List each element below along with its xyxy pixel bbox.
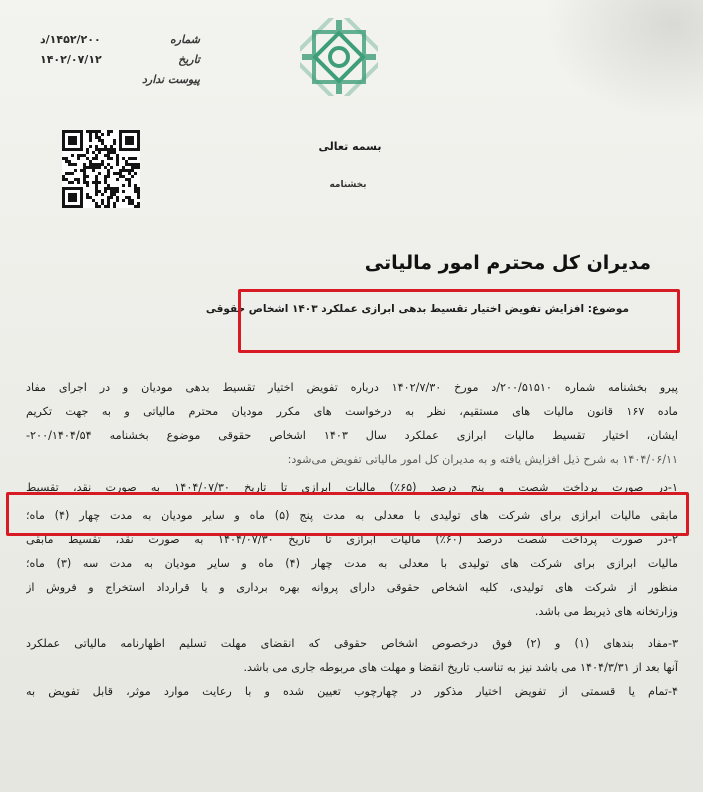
qr-module [107,172,110,175]
qr-module [62,178,65,181]
qr-module [137,166,140,169]
qr-module [65,178,68,181]
qr-module [116,196,119,199]
qr-module [89,145,92,148]
qr-module [86,193,89,196]
qr-module [116,178,119,181]
qr-module [107,130,110,133]
qr-code [62,130,140,208]
clause-3-line-2: آنها بعد از ۱۴۰۴/۳/۳۱ می باشد نیز به تناسب تاریخ انقضا و مهلت های مربوطه جاری می باشد. [243,661,678,674]
qr-module [128,196,131,199]
intro-line: ایشان، اختیار تقسیط مالیات ابرازی عملکرد سال ۱۴۰۳ اشخاص حقوقی موضوع بخشنامه ۲۰۰/۱۴۰۴/۵۴- [26,429,678,442]
qr-module [83,175,86,178]
qr-module [71,172,74,175]
circular-label: بخشنامه [329,180,367,190]
qr-module [89,130,92,133]
clause-1-line-2: مابقی مالیات ابرازی برای شرکت های تولیدی با معدلی به مدت پنج (۵) ماه و سایر مودیان به مدت چهار (۴) ماه؛ [26,509,678,522]
qr-module [128,202,131,205]
qr-module [104,154,107,157]
qr-module [101,193,104,196]
qr-module [110,166,113,169]
qr-module [92,199,95,202]
qr-module [116,163,119,166]
qr-module [116,199,119,202]
qr-module [83,154,86,157]
number-row [40,30,200,50]
qr-module [104,175,107,178]
qr-module [128,181,131,184]
qr-module [113,190,116,193]
qr-module [104,190,107,193]
qr-module [68,160,71,163]
qr-module [107,187,110,190]
qr-module [77,157,80,160]
qr-module [77,154,80,157]
qr-module [95,148,98,151]
qr-module [134,205,137,208]
qr-module [107,163,110,166]
qr-module [101,139,104,142]
qr-module [62,157,65,160]
qr-module [71,181,74,184]
qr-module [107,151,110,154]
scan-smudge [543,0,703,120]
qr-module [104,145,107,148]
qr-module [131,163,134,166]
qr-module [134,184,137,187]
number-value: ۱۴۵۲/۲۰۰/د [40,33,101,46]
qr-module [95,157,98,160]
qr-module [137,196,140,199]
qr-finder [68,193,77,202]
qr-module [89,133,92,136]
intro-line: ماده ۱۶۷ قانون مالیات های مستقیم، نظر به درخواست های مکرر مودیان محترم مالیاتی و به جهت تکریم [26,405,678,418]
qr-module [77,181,80,184]
qr-module [98,136,101,139]
qr-module [128,172,131,175]
qr-module [95,202,98,205]
qr-module [125,163,128,166]
qr-finder [125,136,134,145]
qr-finder [68,136,77,145]
qr-module [95,166,98,169]
qr-module [113,193,116,196]
qr-module [110,145,113,148]
attachment-label: پیوست ندارد [141,73,200,86]
qr-module [107,157,110,160]
qr-module [122,190,125,193]
qr-module [83,169,86,172]
qr-module [131,199,134,202]
qr-module [89,163,92,166]
qr-module [134,166,137,169]
qr-module [107,169,110,172]
qr-module [119,169,122,172]
qr-module [122,184,125,187]
clause-3-line-1: ۳-مفاد بندهای (۱) و (۲) فوق درخصوص اشخاص حقوقی که انقضای مهلت تسلیم اظهارنامه مالیاتی عملکرد [26,637,678,650]
qr-module [131,202,134,205]
qr-module [95,181,98,184]
qr-module [95,184,98,187]
qr-module [92,130,95,133]
qr-module [122,169,125,172]
qr-module [125,160,128,163]
qr-module [83,166,86,169]
qr-module [104,178,107,181]
qr-module [92,157,95,160]
qr-module [74,163,77,166]
qr-module [83,178,86,181]
qr-module [86,151,89,154]
recipient-heading: مدیران کل محترم امور مالیاتی [364,252,651,274]
qr-module [137,193,140,196]
qr-module [131,157,134,160]
qr-module [107,154,110,157]
qr-module [65,172,68,175]
definition-line-1: منظور از شرکت های تولیدی، کلیه اشخاص حقوقی دارای پروانه بهره برداری و یا قرارداد استخراج و فروش از [26,581,678,594]
qr-module [86,130,89,133]
qr-module [83,172,86,175]
qr-module [134,157,137,160]
clause-2-line-2: مالیات ابرازی برای شرکت های تولیدی با معدلی به مدت چهار (۴) ماه و سایر مودیان به مدت سه (۳) ماه؛ [26,557,678,570]
qr-module [137,190,140,193]
number-label: شماره [169,33,200,46]
qr-module [95,175,98,178]
qr-module [134,190,137,193]
qr-module [113,187,116,190]
qr-module [110,193,113,196]
qr-module [104,205,107,208]
qr-module [95,187,98,190]
qr-module [110,157,113,160]
qr-module [101,148,104,151]
qr-module [98,190,101,193]
letter-body [26,376,678,704]
qr-module [131,169,134,172]
qr-module [98,151,101,154]
qr-module [98,148,101,151]
qr-module [128,178,131,181]
subject-line: موضوع: افزایش تفویض اختیار تقسیط بدهی ابرازی عملکرد ۱۴۰۳ اشخاص حقوقی [205,303,629,315]
qr-module [95,133,98,136]
qr-module [62,175,65,178]
qr-module [107,184,110,187]
qr-module [107,133,110,136]
qr-module [113,142,116,145]
date-label: تاریخ [178,53,200,66]
qr-module [95,178,98,181]
qr-module [110,151,113,154]
qr-module [68,181,71,184]
clause-4-line-1: ۴-تمام یا قسمتی از تفویض اختیار مذکور در چهارچوب تعیین شده و با رعایت موارد موثر، قابل تفویض به [26,685,678,698]
qr-module [98,205,101,208]
qr-module [98,172,101,175]
qr-module [101,133,104,136]
qr-module [86,175,89,178]
qr-module [110,190,113,193]
qr-module [98,163,101,166]
qr-module [128,184,131,187]
qr-module [116,154,119,157]
qr-module [125,178,128,181]
qr-module [116,190,119,193]
qr-module [113,148,116,151]
qr-module [101,199,104,202]
qr-module [110,196,113,199]
qr-module [68,172,71,175]
qr-module [122,175,125,178]
qr-module [113,139,116,142]
qr-module [92,151,95,154]
qr-module [116,160,119,163]
qr-module [128,169,131,172]
qr-module [137,163,140,166]
qr-module [107,202,110,205]
qr-module [71,163,74,166]
letter-meta [40,30,200,90]
qr-module [104,148,107,151]
qr-module [101,142,104,145]
qr-module [113,202,116,205]
qr-module [107,196,110,199]
clause-1-line-1: ۱-در صورت پرداخت شصت و پنج درصد (۶۵٪) مالیات ابرازی تا تاریخ ۱۴۰۴/۰۷/۳۰ به صورت نقد، تقسیط [26,481,678,494]
qr-module [89,160,92,163]
qr-module [107,205,110,208]
qr-module [89,139,92,142]
qr-module [95,154,98,157]
qr-module [65,160,68,163]
qr-module [128,157,131,160]
qr-module [137,202,140,205]
qr-module [110,148,113,151]
qr-module [116,172,119,175]
attachment-row [40,70,200,90]
qr-module [113,205,116,208]
qr-module [95,163,98,166]
qr-module [122,199,125,202]
qr-module [107,148,110,151]
qr-module [119,172,122,175]
qr-module [131,175,134,178]
clause-1-highlight-box [6,492,689,536]
qr-module [86,157,89,160]
qr-module [116,157,119,160]
qr-module [95,193,98,196]
qr-module [86,184,89,187]
qr-module [110,130,113,133]
qr-module [122,157,125,160]
qr-module [74,169,77,172]
qr-module [104,166,107,169]
qr-module [107,175,110,178]
qr-module [95,145,98,148]
qr-module [65,157,68,160]
basmala: بسمه تعالی [318,140,382,153]
qr-module [104,187,107,190]
qr-module [98,181,101,184]
qr-module [98,130,101,133]
qr-module [98,166,101,169]
qr-module [113,151,116,154]
qr-module [98,139,101,142]
qr-module [134,163,137,166]
qr-module [137,187,140,190]
qr-module [101,160,104,163]
intro-line: پیرو بخشنامه شماره ۲۰۰/۵۱۵۱۰/د مورخ ۱۴۰۲/۷/۳۰ درباره تفویض اختیار تقسیط بدهی مودیان و در اجرای مفاد [26,381,678,394]
qr-module [74,178,77,181]
qr-module [92,181,95,184]
qr-module [86,166,89,169]
subject-highlight-box [238,289,680,353]
qr-module [119,175,122,178]
qr-module [92,163,95,166]
qr-module [89,196,92,199]
qr-module [134,187,137,190]
qr-module [89,166,92,169]
qr-module [101,163,104,166]
tax-organization-logo-icon [300,18,378,96]
qr-module [137,205,140,208]
qr-module [92,166,95,169]
qr-module [83,181,86,184]
qr-module [86,148,89,151]
qr-module [113,172,116,175]
qr-module [104,181,107,184]
qr-module [110,187,113,190]
qr-module [89,136,92,139]
qr-module [68,163,71,166]
qr-module [131,166,134,169]
qr-module [95,205,98,208]
qr-module [95,136,98,139]
qr-module [128,199,131,202]
date-value: ۱۴۰۲/۰۷/۱۲ [40,53,102,66]
qr-module [80,169,83,172]
qr-module [86,196,89,199]
qr-module [128,163,131,166]
definition-line-2: وزارتخانه های ذیربط می باشد. [534,605,678,618]
qr-module [83,163,86,166]
intro-line: ۱۴۰۴/۰۶/۱۱ به شرح ذیل افزایش یافته و به مدیران کل امور مالیاتی تفویض می‌شود: [287,453,678,466]
qr-module [86,181,89,184]
qr-module [95,130,98,133]
qr-module [125,196,128,199]
qr-module [134,172,137,175]
qr-module [116,187,119,190]
qr-module [71,154,74,157]
date-row [40,50,200,70]
qr-module [107,199,110,202]
qr-module [125,169,128,172]
qr-module [95,190,98,193]
qr-module [122,166,125,169]
qr-module [101,202,104,205]
qr-module [92,169,95,172]
qr-module [77,178,80,181]
clause-2-line-1: ۲-در صورت پرداخت شصت درصد (۶۰٪) مالیات ابرازی تا تاریخ ۱۴۰۴/۰۷/۳۰ به صورت نقد، تقسیط مابقی [26,533,678,546]
qr-module [80,154,83,157]
